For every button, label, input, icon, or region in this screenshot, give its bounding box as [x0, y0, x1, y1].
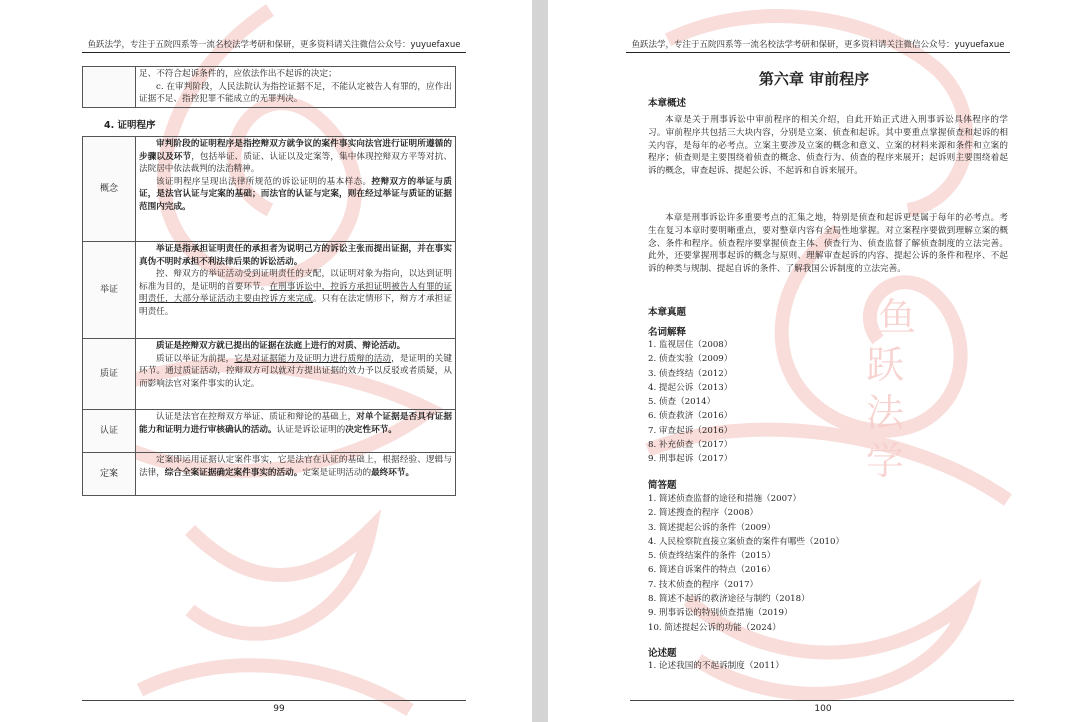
list-item: 3. 侦查终结（2012） — [648, 368, 733, 379]
overview-paragraph-2: 本章是刑事诉讼许多重要考点的汇集之地，特别是侦查和起诉更是属于每年的必考点。考生在复习本章时要明晰重点，要对整章内容有全局性地掌握。对立案程序要做到理解立案的概念、条件和程序。侦查程序要掌握侦查主体、侦查行为、侦查监督了解侦查制度的立法完善。此外，还要掌握刑事起诉的概念与原则、理解审查起诉的内容、提起公诉的条件和程序、不起诉的种类与规制、提起自诉的条件、了解我国公诉制度的立法完善。 — [648, 213, 1008, 275]
list-item: 1. 监视居住（2008） — [648, 340, 733, 350]
watermark-char: 跃 — [866, 343, 905, 387]
row-key-certification: 认证 — [83, 410, 136, 453]
page-header: 鱼跃法学，专注于五院四系等一流名校法学考研和保研，更多资料请关注微信公众号：yuyuefaxue — [82, 38, 466, 53]
overview-heading: 本章概述 — [648, 98, 687, 109]
page-number: 100 — [814, 704, 832, 714]
list-item: 8. 简述不起诉的救济途径与制约（2018） — [648, 594, 810, 605]
list-item: 5. 侦查终结案件的条件（2015） — [648, 551, 776, 562]
short-answer-heading: 简答题 — [648, 480, 677, 491]
row-key-conclusion: 定案 — [83, 453, 136, 496]
watermark-char: 法 — [866, 391, 905, 435]
table-line-1: 足、不符合起诉条件的，应依法作出不起诉的决定； — [139, 69, 337, 79]
watermark-char: 学 — [866, 439, 905, 483]
page-100 — [548, 0, 1080, 722]
terms-list — [648, 338, 732, 467]
list-item: 1. 简述侦查监督的途径和措施（2007） — [648, 494, 802, 504]
list-item: 10. 简述提起公诉的功能（2024） — [648, 622, 781, 633]
table-line-2: c. 在审判阶段，人民法院认为指控证据不足，不能认定被告人有罪的，应作出证据不足、指控犯罪不能成立的无罪判决。 — [139, 81, 452, 105]
list-item: 4. 提起公诉（2013） — [648, 382, 733, 393]
list-item: 7. 技术侦查的程序（2017） — [648, 579, 759, 590]
proof-procedure-table — [82, 136, 456, 496]
table-row: 质证 质证是控辩双方就已提出的证据在法庭上进行的对质、辩论活动。 质证以举证为前提，它是对证据能力及证明力进行质辩的活动，是证明的关键环节。通过质证活动，控辩双方可以就对方提出证据的效力予以反驳或者质疑，从而影响法官对案件事实的认定。 — [83, 339, 456, 410]
row-key-concept: 概念 — [83, 137, 136, 242]
list-item: 6. 简述自诉案件的特点（2016） — [648, 565, 776, 576]
chapter-title: 第六章 审前程序 — [758, 70, 870, 88]
list-item: 8. 补充侦查（2017） — [648, 440, 733, 451]
empty-key-cell — [83, 67, 136, 108]
list-item: 1. 论述我国的不起诉制度（2011） — [648, 661, 784, 671]
page-header: 鱼跃法学，专注于五院四系等一流名校法学考研和保研，更多资料请关注微信公众号：yuyuefaxue — [626, 38, 1010, 53]
list-item: 6. 侦查救济（2016） — [648, 411, 733, 422]
row-key-evidence: 举证 — [83, 242, 136, 339]
essay-heading: 论述题 — [648, 648, 677, 659]
list-item: 4. 人民检察院直接立案侦查的案件有哪些（2010） — [648, 536, 845, 547]
list-item: 9. 刑事诉讼的特别侦查措施（2019） — [648, 608, 793, 619]
essay-list — [648, 659, 784, 673]
page-footer-rule — [630, 700, 1014, 701]
table-row: 认证 认证是法官在控辩双方举证、质证和辩论的基础上，对单个证据是否具有证据能力和证明力进行审核确认的活动。认证是诉讼证明的决定性环节。 — [83, 410, 456, 453]
list-item: 3. 简述提起公诉的条件（2009） — [648, 522, 776, 533]
list-item: 9. 刑事起诉（2017） — [648, 454, 733, 465]
list-item: 2. 简述搜查的程序（2008） — [648, 508, 759, 519]
page-number: 99 — [273, 704, 285, 714]
section-title: 4. 证明程序 — [104, 120, 156, 131]
list-item: 5. 侦查（2014） — [648, 397, 716, 408]
watermark-char: 鱼 — [878, 295, 917, 339]
short-answer-list — [648, 492, 844, 635]
row-key-crossexam: 质证 — [83, 339, 136, 410]
top-continuation-table — [82, 66, 456, 108]
real-questions-heading: 本章真题 — [648, 307, 687, 318]
page-footer-rule — [82, 700, 466, 701]
table-row: 举证 举证是指承担证明责任的承担者为说明己方的诉讼主张而提出证据，并在事实真伪不明时承担不利法律后果的诉讼活动。 控、辩双方的举证活动受到证明责任的支配，以证明对象为指向，以达到证明标准为目的，是证明的首要环节。在刑事诉讼中，控诉方承担证明被告人有罪的证明责任，大部分举证活动主要由控诉方来完成。只有在法定情形下，辩方才承担证明责任。 — [83, 242, 456, 339]
table-row: 概念 审判阶段的证明程序是指控辩双方就争议的案件事实向法官进行证明所遵循的步骤以及环节，包括举证、质证、认证以及定案等，集中体现控辩双方平等对抗、法院居中依法裁判的法治精神。 该证明程序呈现出法律所规范的诉讼证明的基本样态。控辩双方的举证与质证，是法官认证与定案的基础；而法官的认证与定案，则在经过举证与质证的证据范围内完成。 — [83, 137, 456, 242]
table-row: 定案 定案即运用证据认定案件事实，它是法官在认证的基础上，根据经验、逻辑与法律，综合全案证据确定案件事实的活动。定案是证明活动的最终环节。 — [83, 453, 456, 496]
overview-paragraph-1: 本章是关于刑事诉讼中审前程序的相关介绍，自此开始正式进入刑事诉讼具体程序的学习。审前程序共包括三大块内容，分别是立案、侦查和起诉。其中要重点掌握侦查和起诉的相关内容，是每年的必考点。立案主要涉及立案的概念和意义、立案的材料来源和条件和立案的程序；侦查则是主要围绕着侦查的概念、侦查行为、侦查的程序来展开；起诉则主要围绕着起诉的概念，审查起诉、提起公诉、不起诉和自诉来展开。 — [648, 115, 1008, 177]
terms-heading: 名词解释 — [648, 327, 687, 338]
list-item: 7. 审查起诉（2016） — [648, 425, 733, 436]
page-99 — [0, 0, 532, 722]
page-gutter — [532, 0, 548, 722]
list-item: 2. 侦查实验（2009） — [648, 354, 733, 365]
